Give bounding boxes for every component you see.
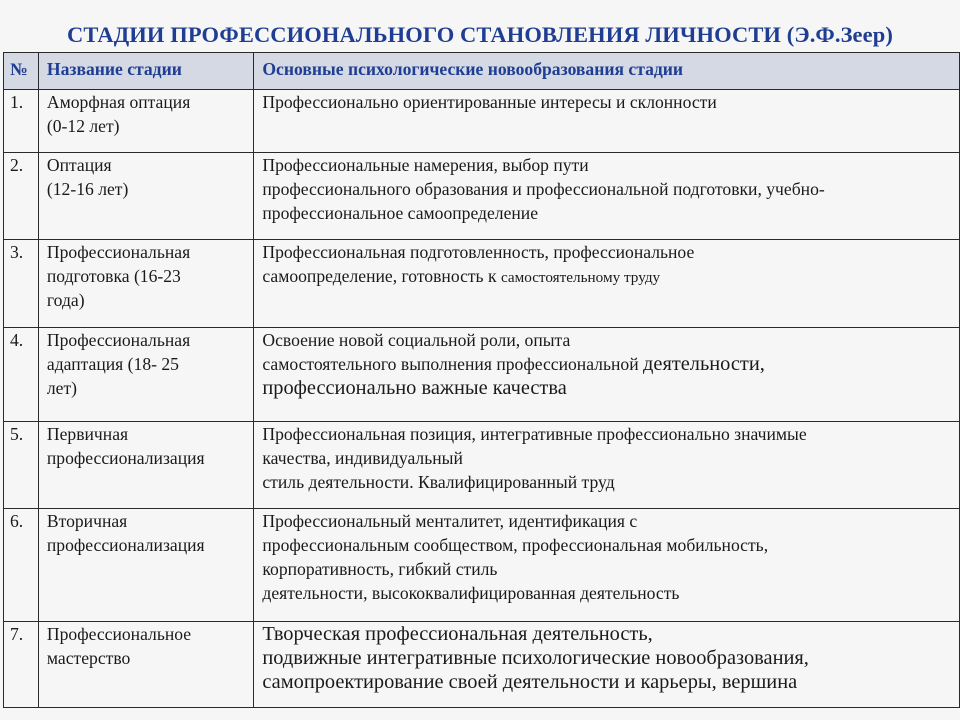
stage-name	[38, 90, 253, 153]
description-line: Профессиональные намерения, выбор пути	[262, 155, 589, 175]
row-number: 7.	[4, 622, 39, 708]
stage-description	[254, 240, 960, 328]
header-number: №	[4, 53, 39, 90]
slide-title: СТАДИИ ПРОФЕССИОНАЛЬНОГО СТАНОВЛЕНИЯ ЛИЧНОСТИ (Э.Ф.Зеер)	[67, 22, 893, 47]
description-line: Профессиональная подготовленность, профессиональное	[262, 242, 695, 262]
row-number: 3.	[4, 240, 39, 328]
table-row	[4, 622, 960, 708]
row-number: 4.	[4, 328, 39, 422]
stage-name-line: лет)	[46, 378, 78, 398]
description-line: профессиональным сообществом, профессиональная мобильность,	[262, 535, 769, 555]
stage-name	[38, 328, 253, 422]
stages-table	[3, 52, 960, 708]
stage-description	[254, 328, 960, 422]
stage-name-line: Оптация	[46, 155, 112, 175]
header-stage-description: Основные психологические новообразования стадии	[254, 53, 960, 90]
stage-name-line: Профессиональное	[46, 624, 192, 644]
description-text-small: самостоятельному труду	[500, 269, 661, 286]
description-line	[262, 352, 959, 376]
stage-name-line: Аморфная оптация	[46, 92, 191, 112]
description-line: Профессионально ориентированные интересы и склонности	[262, 92, 717, 112]
stage-name	[38, 240, 253, 328]
description-text-large: деятельности,	[643, 353, 765, 375]
stage-description	[254, 90, 960, 153]
description-line	[262, 264, 959, 290]
description-line: Профессиональная позиция, интегративные профессионально значимые	[262, 424, 807, 444]
description-line-large: подвижные интегративные психологические новообразования,	[262, 647, 809, 669]
stage-name-line: мастерство	[46, 648, 131, 668]
description-line-large: самопроектирование своей деятельности и карьеры, вершина	[262, 671, 798, 693]
stage-name-line: адаптация (18- 25	[46, 354, 179, 374]
stage-description	[254, 509, 960, 622]
stage-name-line: профессионализация	[46, 535, 205, 555]
row-number: 2.	[4, 153, 39, 240]
table-row	[4, 240, 960, 328]
description-line: Профессиональный менталитет, идентификация с	[262, 511, 638, 531]
description-line: качества, индивидуальный	[262, 448, 463, 468]
stage-name-line: подготовка (16-23	[46, 266, 181, 286]
stage-name-line: профессионализация	[46, 448, 205, 468]
description-line-large: Творческая профессиональная деятельность,	[262, 623, 653, 645]
table-row	[4, 328, 960, 422]
description-line: деятельности, высококвалифицированная деятельность	[262, 583, 680, 603]
stage-name	[38, 622, 253, 708]
stage-description	[254, 422, 960, 509]
description-line: профессионального образования и профессиональной подготовки, учебно-	[262, 179, 825, 199]
stage-name-line: Профессиональная	[46, 330, 191, 350]
stage-name-line: (12-16 лет)	[46, 179, 129, 199]
stage-description	[254, 153, 960, 240]
row-number: 1.	[4, 90, 39, 153]
stage-name	[38, 153, 253, 240]
description-text: самостоятельного выполнения профессиональной	[262, 354, 644, 374]
stage-name-line: года)	[46, 290, 85, 310]
table-row	[4, 90, 960, 153]
row-number: 6.	[4, 509, 39, 622]
row-number: 5.	[4, 422, 39, 509]
stage-description	[254, 622, 960, 708]
description-line: стиль деятельности. Квалифицированный труд	[262, 472, 615, 492]
stage-name-line: Вторичная	[46, 511, 128, 531]
table-header-row	[4, 53, 960, 90]
table-row	[4, 509, 960, 622]
stage-name	[38, 422, 253, 509]
description-line: профессиональное самоопределение	[262, 203, 539, 223]
stage-name-line: Профессиональная	[46, 242, 191, 262]
description-text: самоопределение, готовность к	[262, 266, 501, 286]
stage-name-line: Первичная	[46, 424, 129, 444]
stage-name-line: (0-12 лет)	[46, 116, 120, 136]
description-line-large: профессионально важные качества	[262, 377, 567, 399]
table-row	[4, 153, 960, 240]
header-stage-name: Название стадии	[38, 53, 253, 90]
description-line: Освоение новой социальной роли, опыта	[262, 330, 571, 350]
table-row	[4, 422, 960, 509]
description-line: корпоративность, гибкий стиль	[262, 559, 498, 579]
stage-name	[38, 509, 253, 622]
